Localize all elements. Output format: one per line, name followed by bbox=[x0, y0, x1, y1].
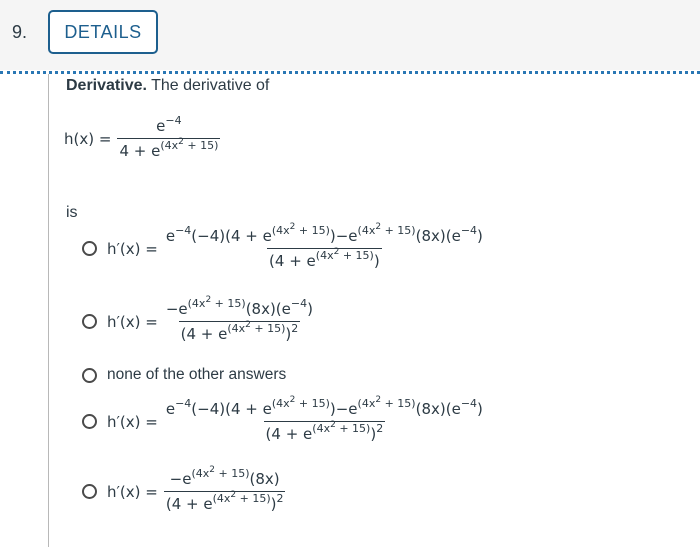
answer-option-3[interactable] bbox=[82, 366, 286, 384]
answer-option-5[interactable] bbox=[82, 465, 285, 513]
prompt-text: The derivative of bbox=[146, 77, 270, 94]
left-rule bbox=[48, 74, 49, 547]
radio-button[interactable] bbox=[82, 314, 97, 329]
option-numerator: $e^{-4}(-4)(4 + e^{(4x^2 + 15)})-e^{(4x^2 + 15)}(8x)(e^{-4})$ bbox=[165, 222, 483, 245]
prompt-bold: Derivative. bbox=[66, 77, 147, 94]
function-definition bbox=[64, 114, 220, 160]
details-button[interactable]: DETAILS bbox=[48, 10, 158, 54]
question-prompt bbox=[66, 77, 269, 95]
option-numerator: $e^{-4}(-4)(4 + e^{(4x^2 + 15)})-e^{(4x^2 + 15)}(8x)(e^{-4})$ bbox=[165, 395, 483, 418]
radio-button[interactable] bbox=[82, 484, 97, 499]
is-label: is bbox=[66, 204, 78, 221]
option-numerator: $-e^{(4x^2 + 15)}(8x)(e^{-4})$ bbox=[165, 295, 313, 318]
option-denominator: $(4 + e^{(4x^2 + 15)})^2$ bbox=[180, 320, 299, 343]
radio-button[interactable] bbox=[82, 368, 97, 383]
option-fraction bbox=[164, 295, 315, 343]
function-fraction bbox=[117, 114, 220, 160]
question-number: 9. bbox=[12, 22, 28, 42]
option-denominator: $(4 + e^{(4x^2 + 15)})^2$ bbox=[265, 420, 384, 443]
radio-button[interactable] bbox=[82, 241, 97, 256]
option-numerator: $-e^{(4x^2 + 15)}(8x)$ bbox=[169, 465, 280, 488]
option-lhs: h′(x) = bbox=[107, 412, 158, 431]
function-lhs: h(x) = bbox=[64, 129, 112, 148]
option-lhs: h′(x) = bbox=[107, 239, 158, 258]
option-lhs: h′(x) = bbox=[107, 482, 158, 501]
answer-option-4[interactable] bbox=[82, 395, 485, 443]
function-denominator: $4 + e^{(4x^2 + 15)}$ bbox=[119, 137, 219, 160]
option-denominator: $(4 + e^{(4x^2 + 15)})$ bbox=[269, 247, 380, 270]
answer-option-1[interactable] bbox=[82, 222, 485, 270]
answer-option-2[interactable] bbox=[82, 295, 315, 343]
option-fraction bbox=[164, 222, 485, 270]
option-fraction bbox=[164, 465, 286, 513]
option-denominator: $(4 + e^{(4x^2 + 15)})^2$ bbox=[165, 490, 284, 513]
radio-button[interactable] bbox=[82, 414, 97, 429]
header-divider bbox=[0, 71, 700, 74]
option-fraction bbox=[164, 395, 485, 443]
function-numerator: $e^{-4}$ bbox=[156, 114, 182, 135]
option-lhs: h′(x) = bbox=[107, 312, 158, 331]
option-text: none of the other answers bbox=[107, 366, 287, 383]
